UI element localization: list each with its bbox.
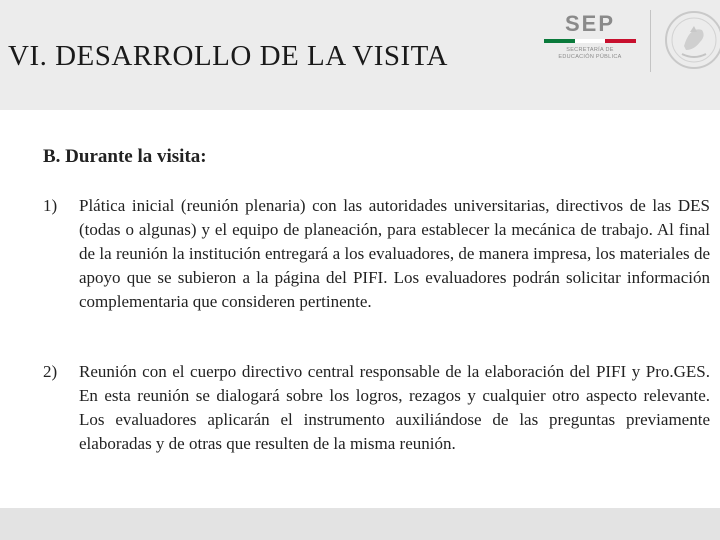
sep-logo-subtitle-line2: EDUCACIÓN PÚBLICA	[558, 54, 622, 60]
slide-header	[0, 0, 720, 110]
sep-logo	[540, 12, 640, 72]
section-heading: B. Durante la visita:	[43, 146, 207, 167]
sep-logo-word: SEP	[564, 11, 616, 36]
sep-logo-color-bar	[544, 39, 636, 43]
mexican-coat-of-arms-icon	[660, 6, 720, 76]
slide-footer-bar	[0, 508, 720, 540]
sep-logo-subtitle-line1: SECRETARÍA DE	[566, 47, 614, 53]
list-item	[43, 194, 710, 314]
page-title: VI. DESARROLLO DE LA VISITA	[8, 40, 448, 72]
list-item-text: Plática inicial (reunión plenaria) con las autoridades universitarias, directivos de las DES (todas o algunas) y el equipo de planeación, para establecer la mecánica de trabajo. Al final de la reunión la institución entregará a los evaluadores, de manera impresa, los materiales de apoyo que se subieron a la página del PIFI. Los evaluadores podrán solicitar información complementaria que consideren pertinente.	[79, 196, 710, 311]
list-item	[43, 360, 710, 456]
list-item-number: 1)	[43, 196, 58, 215]
sep-logo-subtitle	[540, 47, 640, 61]
list-item-number: 2)	[43, 362, 58, 381]
logo-divider	[650, 10, 651, 72]
list-item-text: Reunión con el cuerpo directivo central responsable de la elaboración del PIFI y Pro.GES. En esta reunión se dialogará sobre los logros, rezagos y cualquier otro aspecto relevante. Los evaluadores aplicarán el instrumento auxiliándose de las preguntas previamente elaboradas y de otras que resulten de la misma reunión.	[79, 362, 710, 453]
